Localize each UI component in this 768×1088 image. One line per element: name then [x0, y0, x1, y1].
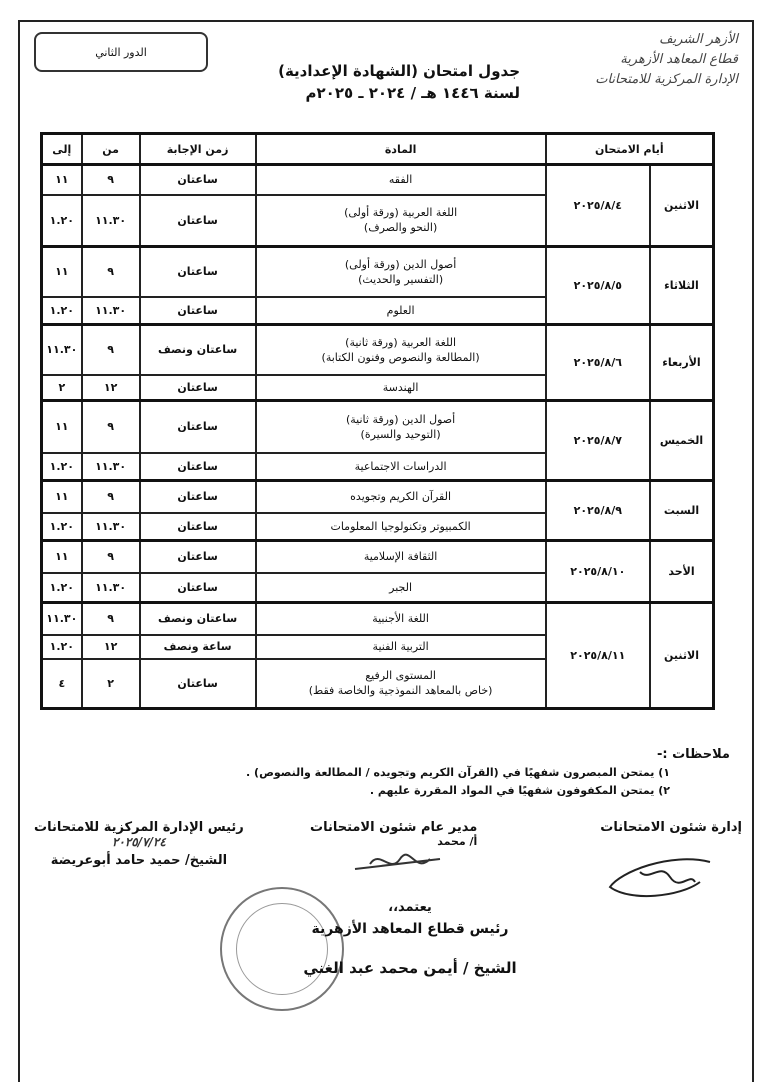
- note-item: ٢) يمتحن المكفوفون شفهيًا في المواد المقررة عليهم .: [369, 784, 670, 797]
- from-time-cell: ٩: [82, 603, 140, 635]
- day-cell: الثلاثاء: [650, 247, 714, 325]
- signature-sector-head: [280, 900, 540, 977]
- table-row: [42, 603, 714, 635]
- to-time-cell: ١.٢٠: [42, 453, 82, 481]
- date-cell: ٢٠٢٥/٨/٤: [546, 165, 650, 247]
- from-time-cell: ١١.٣٠: [82, 513, 140, 541]
- subject-cell: القرآن الكريم وتجويده: [256, 481, 546, 513]
- signature-title: رئيس قطاع المعاهد الأزهرية: [311, 921, 509, 937]
- from-time-cell: ٩: [82, 165, 140, 195]
- from-time-cell: ١١.٣٠: [82, 453, 140, 481]
- from-time-cell: ٩: [82, 247, 140, 297]
- handwritten-signature: [580, 842, 720, 912]
- subject-cell: الهندسة: [256, 375, 546, 401]
- notes: [246, 746, 730, 800]
- from-time-cell: ١١.٣٠: [82, 195, 140, 247]
- to-time-cell: ١.٢٠: [42, 297, 82, 325]
- note-item: ١) يمتحن المبصرون شفهيًا في (القرآن الكريم وتجويده / المطالعة والنصوص) .: [246, 766, 670, 779]
- subject-cell: الثقافة الإسلامية: [256, 541, 546, 573]
- table-row: [42, 325, 714, 375]
- day-cell: الاثنين: [650, 603, 714, 709]
- document-page: [18, 20, 754, 1082]
- duration-cell: ساعتان: [140, 195, 256, 247]
- duration-cell: ساعتان ونصف: [140, 603, 256, 635]
- day-cell: الأحد: [650, 541, 714, 603]
- to-time-cell: ٤: [42, 659, 82, 709]
- date-cell: ٢٠٢٥/٨/٥: [546, 247, 650, 325]
- letterhead-line: الأزهر الشريف: [659, 32, 738, 47]
- signature-title: إدارة شئون الامتحانات: [600, 820, 742, 835]
- duration-cell: ساعة ونصف: [140, 635, 256, 659]
- from-time-cell: ١١.٣٠: [82, 573, 140, 603]
- table-row: [42, 247, 714, 297]
- duration-cell: ساعتان ونصف: [140, 325, 256, 375]
- from-time-cell: ٩: [82, 325, 140, 375]
- subject-cell: العلوم: [256, 297, 546, 325]
- from-time-cell: ١٢: [82, 635, 140, 659]
- to-time-cell: ١١: [42, 541, 82, 573]
- date-cell: ٢٠٢٥/٨/١٠: [546, 541, 650, 603]
- duration-cell: ساعتان: [140, 659, 256, 709]
- date-cell: ٢٠٢٥/٨/٦: [546, 325, 650, 401]
- to-time-cell: ١١: [42, 481, 82, 513]
- round-text: الدور الثاني: [95, 45, 147, 59]
- subject-cell: التربية الفنية: [256, 635, 546, 659]
- document-title: [220, 60, 520, 104]
- to-time-cell: ١.٢٠: [42, 573, 82, 603]
- subject-cell: الجبر: [256, 573, 546, 603]
- date-cell: ٢٠٢٥/٨/١١: [546, 603, 650, 709]
- letterhead-line: قطاع المعاهد الأزهرية: [620, 52, 738, 67]
- day-cell: الأربعاء: [650, 325, 714, 401]
- duration-cell: ساعتان: [140, 247, 256, 297]
- day-cell: السبت: [650, 481, 714, 541]
- to-time-cell: ١١: [42, 247, 82, 297]
- duration-cell: ساعتان: [140, 513, 256, 541]
- table-row: [42, 401, 714, 453]
- to-time-cell: ١١: [42, 165, 82, 195]
- signature-title: مدير عام شئون الامتحانات: [310, 820, 478, 835]
- table-row: [42, 481, 714, 513]
- duration-cell: ساعتان: [140, 453, 256, 481]
- header-subject: المادة: [256, 134, 546, 165]
- exam-schedule-table: [40, 132, 715, 710]
- to-time-cell: ١١: [42, 401, 82, 453]
- letterhead-line: الإدارة المركزية للامتحانات: [595, 72, 738, 87]
- to-time-cell: ١١.٣٠: [42, 325, 82, 375]
- from-time-cell: ١٢: [82, 375, 140, 401]
- notes-heading: ملاحظات :-: [656, 747, 730, 762]
- duration-cell: ساعتان: [140, 401, 256, 453]
- table-header-row: [42, 134, 714, 165]
- subject-cell: أصول الدين (ورقة ثانية) (التوحيد والسيرة): [256, 401, 546, 453]
- signature-date: ٢٠٢٥/٧/٢٤: [111, 835, 166, 849]
- to-time-cell: ١.٢٠: [42, 195, 82, 247]
- subject-cell: اللغة العربية (ورقة ثانية) (المطالعة والنصوص وفنون الكتابة): [256, 325, 546, 375]
- signature-name: أ/ محمد: [437, 835, 478, 848]
- handwritten-signature: [350, 844, 450, 884]
- to-time-cell: ١١.٣٠: [42, 603, 82, 635]
- approved-label: يعتمد،،: [388, 900, 432, 915]
- signature-name: الشيخ / أيمن محمد عبد الغني: [303, 959, 517, 977]
- subject-cell: اللغة العربية (ورقة أولى) (النحو والصرف): [256, 195, 546, 247]
- day-cell: الاثنين: [650, 165, 714, 247]
- duration-cell: ساعتان: [140, 573, 256, 603]
- subject-cell: الكمبيوتر وتكنولوجيا المعلومات: [256, 513, 546, 541]
- duration-cell: ساعتان: [140, 541, 256, 573]
- signature-exam-affairs: [600, 820, 742, 835]
- signature-name: الشيخ/ حميد حامد أبوعريضة: [50, 853, 228, 868]
- day-cell: الخميس: [650, 401, 714, 481]
- title-text: جدول امتحان (الشهادة الإعدادية): [278, 62, 520, 80]
- to-time-cell: ١.٢٠: [42, 635, 82, 659]
- letterhead: [538, 30, 738, 90]
- signature-central-head: [34, 820, 244, 868]
- table-row: [42, 165, 714, 195]
- to-time-cell: ١.٢٠: [42, 513, 82, 541]
- header-to: إلى: [42, 134, 82, 165]
- header-days: أيام الامتحان: [546, 134, 714, 165]
- from-time-cell: ١١.٣٠: [82, 297, 140, 325]
- duration-cell: ساعتان: [140, 165, 256, 195]
- to-time-cell: ٢: [42, 375, 82, 401]
- from-time-cell: ٩: [82, 541, 140, 573]
- duration-cell: ساعتان: [140, 481, 256, 513]
- round-label: [34, 32, 208, 72]
- duration-cell: ساعتان: [140, 375, 256, 401]
- date-cell: ٢٠٢٥/٨/٩: [546, 481, 650, 541]
- subject-cell: الفقه: [256, 165, 546, 195]
- subject-cell: اللغة الأجنبية: [256, 603, 546, 635]
- from-time-cell: ٩: [82, 481, 140, 513]
- subtitle-text: لسنة ١٤٤٦ هـ / ٢٠٢٤ ـ ٢٠٢٥م: [305, 84, 520, 102]
- duration-cell: ساعتان: [140, 297, 256, 325]
- signature-title: رئيس الإدارة المركزية للامتحانات: [34, 820, 244, 835]
- from-time-cell: ٢: [82, 659, 140, 709]
- subject-cell: الدراسات الاجتماعية: [256, 453, 546, 481]
- from-time-cell: ٩: [82, 401, 140, 453]
- table-row: [42, 541, 714, 573]
- subject-cell: أصول الدين (ورقة أولى) (التفسير والحديث): [256, 247, 546, 297]
- subject-cell: المستوى الرفيع (خاص بالمعاهد النموذجية والخاصة فقط): [256, 659, 546, 709]
- header-from: من: [82, 134, 140, 165]
- header-duration: زمن الإجابة: [140, 134, 256, 165]
- date-cell: ٢٠٢٥/٨/٧: [546, 401, 650, 481]
